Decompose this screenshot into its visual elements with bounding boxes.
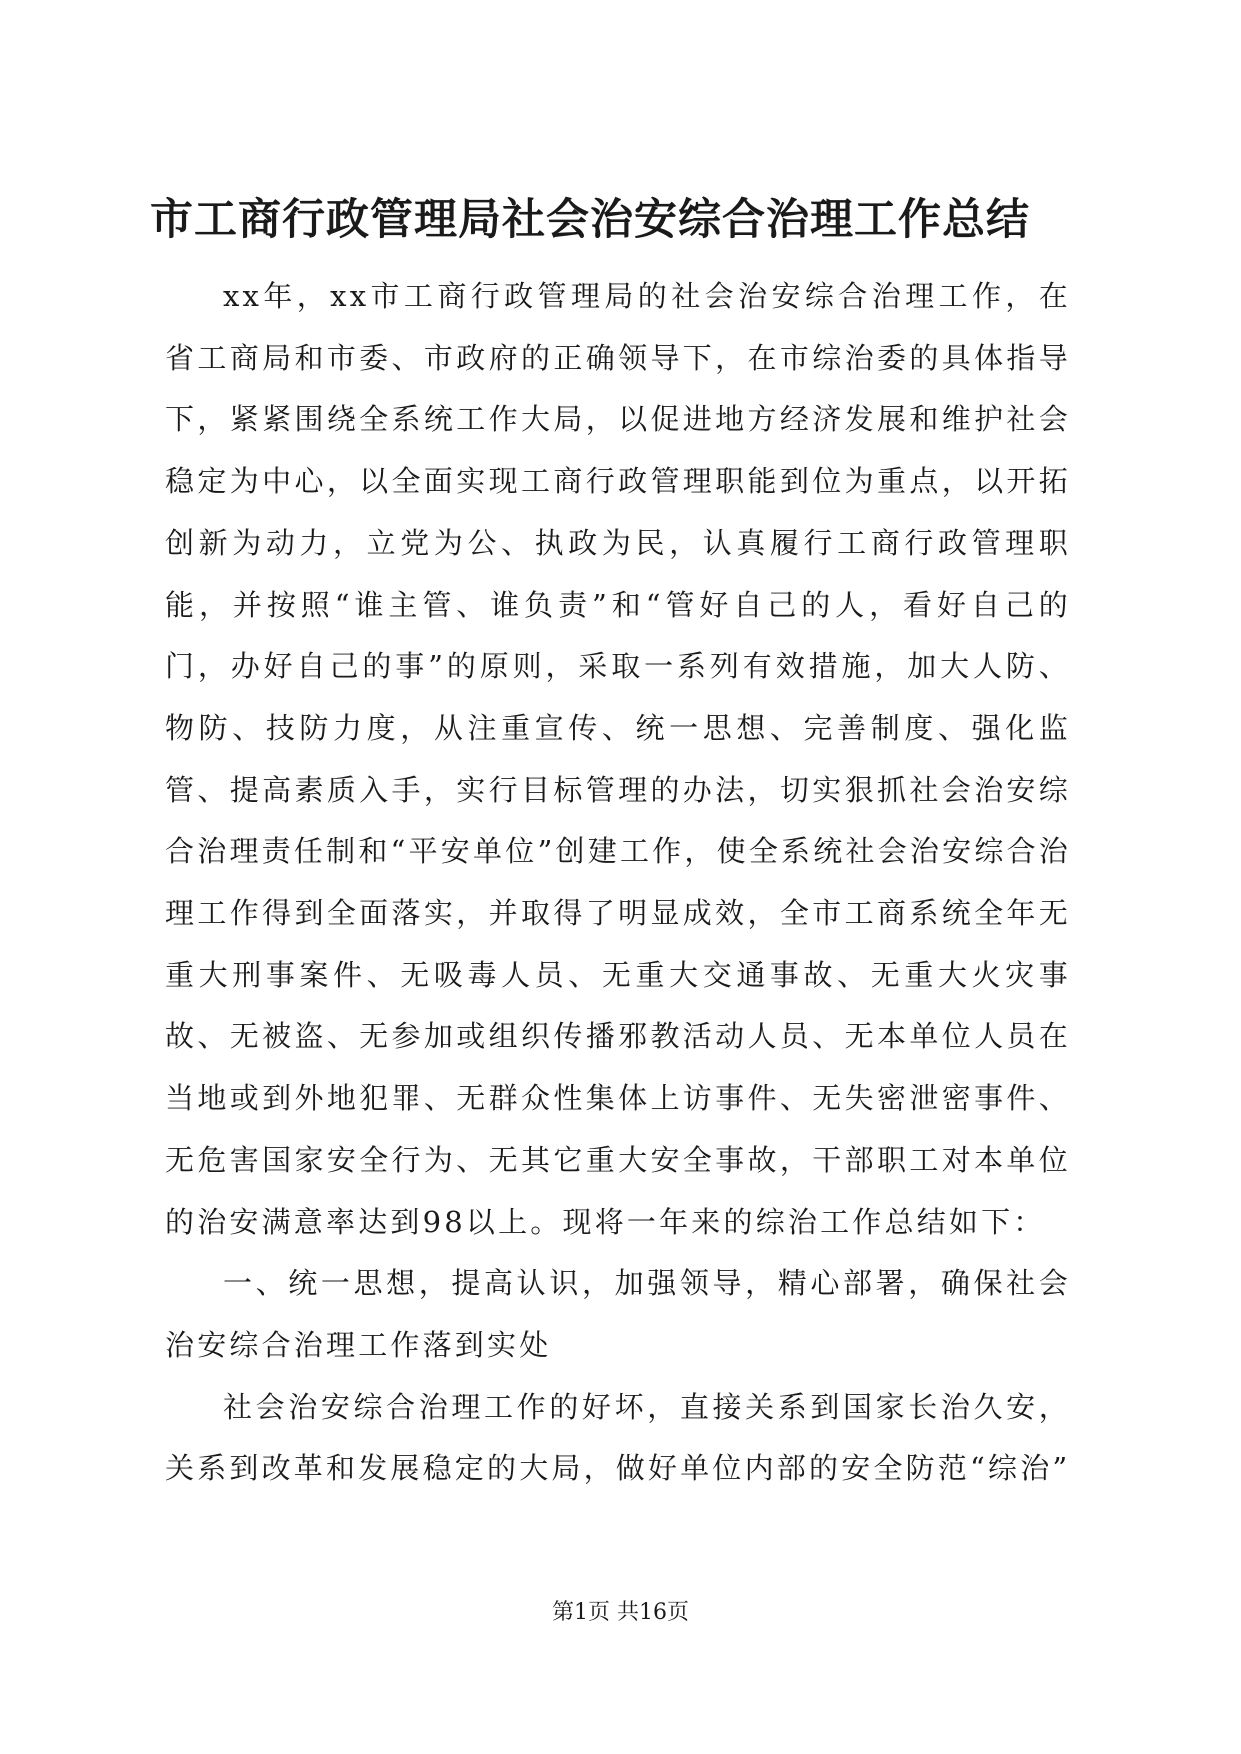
page-number-footer: 第1页 共16页 (552, 1600, 689, 1625)
section-heading: 一、统一思想，提高认识，加强领导，精心部署，确保社会治安综合治理工作落到实处 (165, 1266, 1071, 1362)
document-title: 市工商行政管理局社会治安综合治理工作总结 (150, 195, 1030, 245)
body-paragraph: 社会治安综合治理工作的好坏，直接关系到国家长治久安，关系到改革和发展稳定的大局，做好单位内部的安全防范“综治” (165, 1389, 1071, 1486)
body-paragraph: xx年，xx市工商行政管理局的社会治安综合治理工作，在省工商局和市委、市政府的正确领导下，在市综治委的具体指导下，紧紧围绕全系统工作大局，以促进地方经济发展和维护社会稳定为中心，以全面实现工商行政管理职能到位为重点，以开拓创新为动力，立党为公、执政为民，认真履行工商行政管理职能，并按照“谁主管、谁负责”和“管好自己的人，看好自己的门，办好自己的事”的原则，采取一系列有效措施，加大人防、物防、技防力度，从注重宣传、统一思想、完善制度、强化监管、提高素质入手，实行目标管理的办法，切实狠抓社会治安综合治理责任制和“平安单位”创建工作，使全系统社会治安综合治理工作得到全面落实，并取得了明显成效，全市工商系统全年无重大刑事案件、无吸毒人员、无重大交通事故、无重大火灾事故、无被盗、无参加或组织传播邪教活动人员、无本单位人员在当地或到外地犯罪、无群众性集体上访事件、无失密泄密事件、无危害国家安全行为、无其它重大安全事故，干部职工对本单位的治安满意率达到98以上。现将一年来的综治工作总结如下： (165, 279, 1071, 1239)
document-body (165, 266, 1071, 1500)
